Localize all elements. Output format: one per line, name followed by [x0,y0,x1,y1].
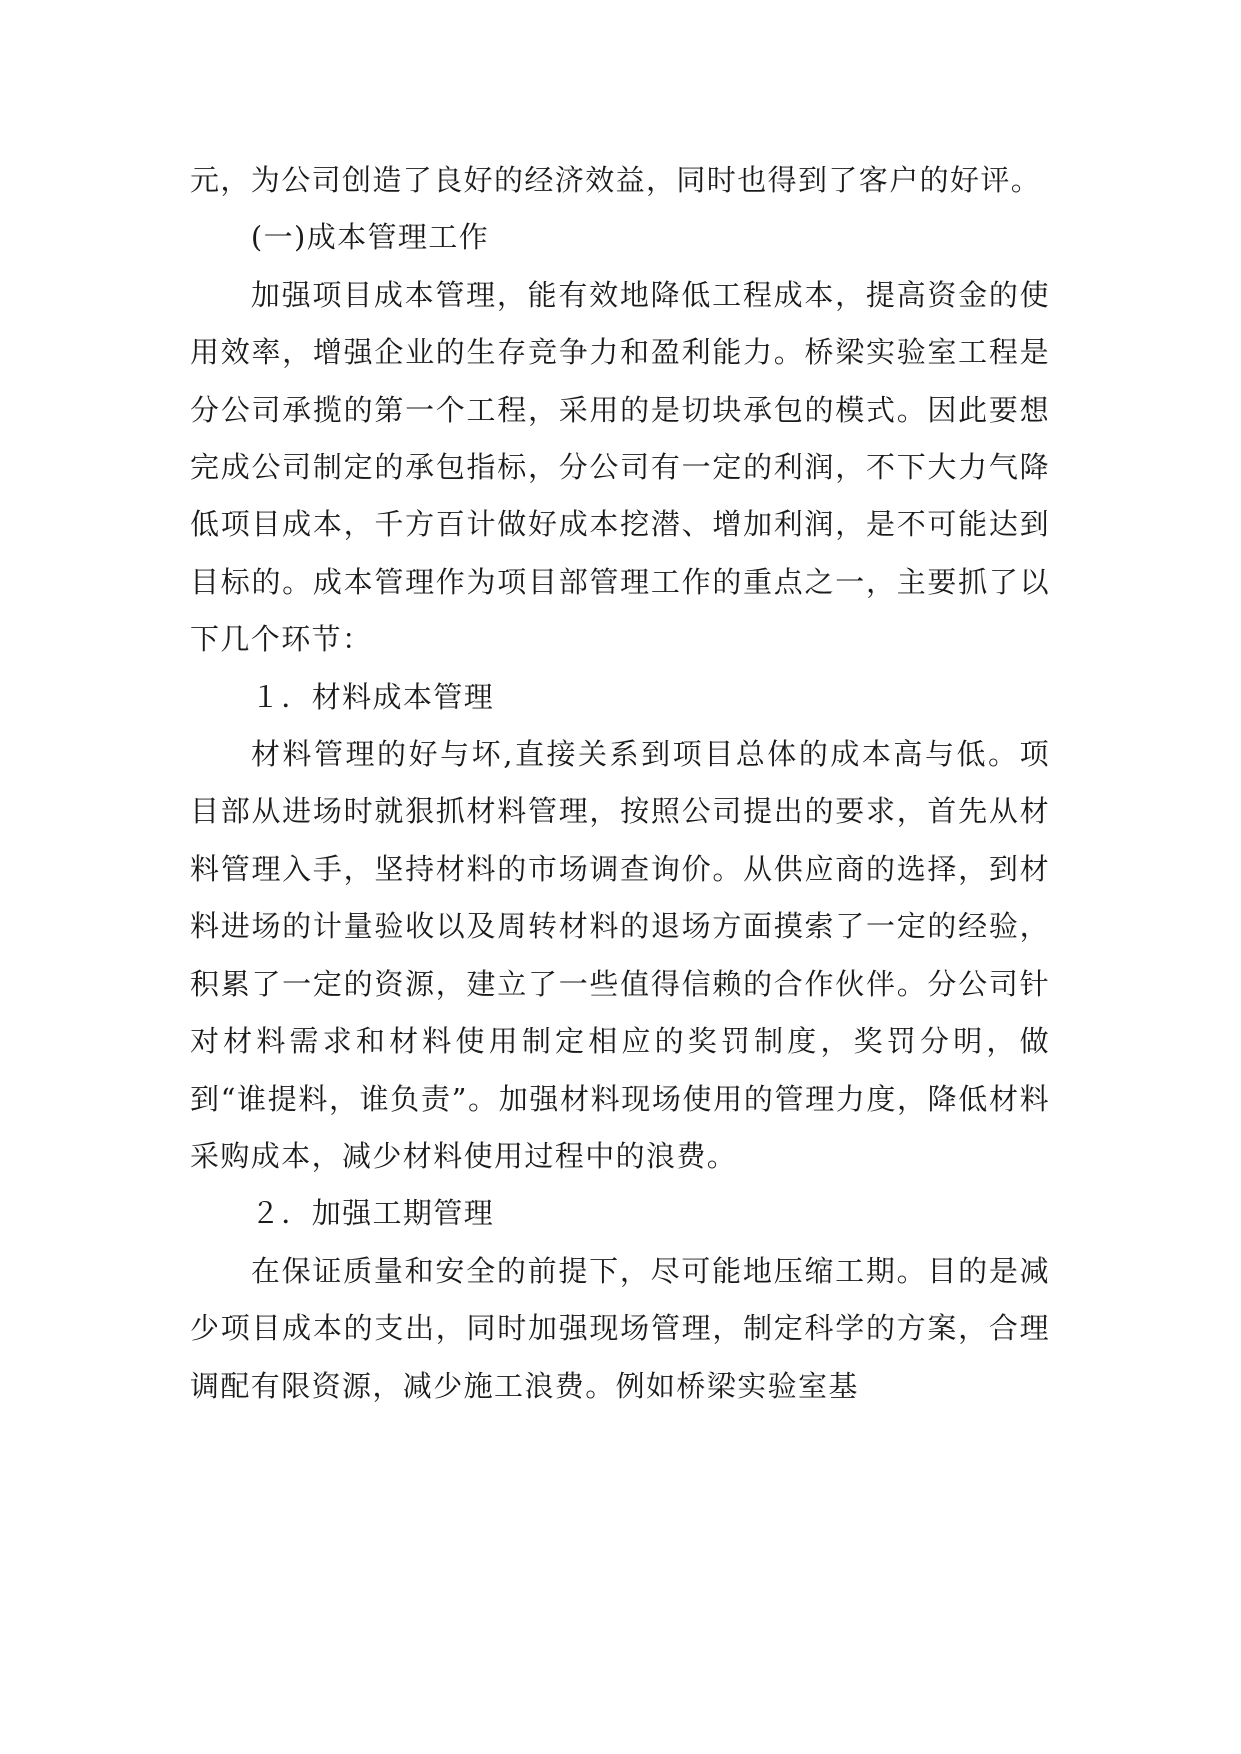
subheading-schedule-management: ２．加强工期管理 [250,1196,495,1231]
document-body [190,152,1050,1415]
paragraph-schedule-management: 在保证质量和安全的前提下，尽可能地压缩工期。目的是减少项目成本的支出，同时加强现场管理，制定科学的方案，合理调配有限资源，减少施工浪费。例如桥梁实验室基 [190,1253,1050,1403]
subheading-material-cost: １．材料成本管理 [250,679,495,714]
paragraph-continuation: 元，为公司创造了良好的经济效益，同时也得到了客户的好评。 [190,163,1042,197]
section-heading-cost-management: (一)成本管理工作 [250,220,490,255]
paragraph-cost-management: 加强项目成本管理，能有效地降低工程成本，提高资金的使用效率，增强企业的生存竞争力和盈利能力。桥梁实验室工程是分公司承揽的第一个工程，采用的是切块承包的模式。因此要想完成公司制定的承包指标，分公司有一定的利润，不下大力气降低项目成本，千方百计做好成本挖潜、增加利润，是不可能达到目标的。成本管理作为项目部管理工作的重点之一，主要抓了以下几个环节： [190,277,1050,657]
paragraph-material-cost: 材料管理的好与坏,直接关系到项目总体的成本高与低。项目部从进场时就狠抓材料管理，按照公司提出的要求，首先从材料管理入手，坚持材料的市场调查询价。从供应商的选择，到材料进场的计量验收以及周转材料的退场方面摸索了一定的经验，积累了一定的资源，建立了一些值得信赖的合作伙伴。分公司针对材料需求和材料使用制定相应的奖罚制度，奖罚分明，做到“谁提料，谁负责”。加强材料现场使用的管理力度，降低材料采购成本，减少材料使用过程中的浪费。 [190,737,1050,1173]
